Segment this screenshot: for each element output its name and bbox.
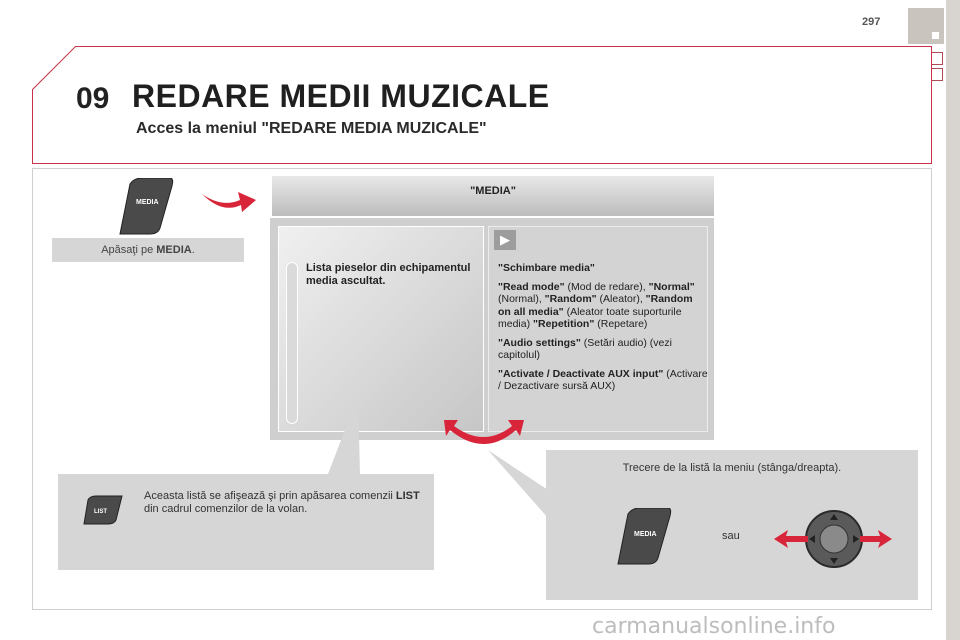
- list-button-icon: [78, 494, 126, 526]
- menu-item-audio-settings: "Audio settings" (Setări audio) (vezi capitolul): [498, 336, 672, 361]
- or-label: sau: [722, 530, 740, 542]
- red-arrow-icon: [200, 186, 260, 216]
- play-icon: ▶: [494, 230, 516, 250]
- press-instruction: Apăsaţi pe MEDIA.: [52, 238, 244, 262]
- media-button-caption-2: MEDIA: [634, 531, 657, 538]
- menu-item-change-media: "Schimbare media": [498, 262, 595, 274]
- switch-info-text: Trecere de la listă la meniu (stânga/dreapta).: [622, 462, 842, 474]
- page-title: REDARE MEDII MUZICALE: [132, 78, 550, 114]
- screen-header: [272, 176, 714, 216]
- list-panel: [278, 226, 484, 432]
- menu-item-read-mode: "Read mode" (Mod de redare), "Normal" (Normal), "Random" (Aleator), "Random on all media" (Aleator toate suporturile media) "Repetition" (Repetare): [498, 280, 695, 330]
- list-button-caption: LIST: [94, 509, 107, 515]
- list-info-text: Aceasta listă se afişează şi prin apăsarea comenzii LIST din cadrul comenzilor de la volan.: [144, 490, 420, 515]
- switch-callout-pointer: [486, 450, 550, 550]
- side-strip: [946, 0, 960, 640]
- menu-item-aux: "Activate / Deactivate AUX input" (Activare / Dezactivare sursă AUX): [498, 367, 708, 392]
- list-panel-text: Lista pieselor din echipamentul media ascultat.: [306, 262, 471, 287]
- media-button-icon: [112, 178, 176, 236]
- screen-header-label: "MEDIA": [470, 185, 516, 197]
- media-button-caption: MEDIA: [136, 199, 159, 206]
- media-button-icon-2: [610, 508, 672, 566]
- list-scrollbar: [286, 262, 298, 424]
- list-callout-pointer: [320, 396, 380, 476]
- page-number: 297: [862, 16, 881, 28]
- joystick-icon: [774, 508, 894, 570]
- corner-tab: [908, 8, 944, 44]
- section-subtitle: Acces la meniul "REDARE MEDIA MUZICALE": [136, 120, 487, 137]
- watermark: carmanualsonline.info: [592, 614, 836, 639]
- chapter-number: 09: [76, 82, 110, 115]
- switch-arrows-icon: [440, 416, 530, 454]
- menu-items: [498, 262, 708, 399]
